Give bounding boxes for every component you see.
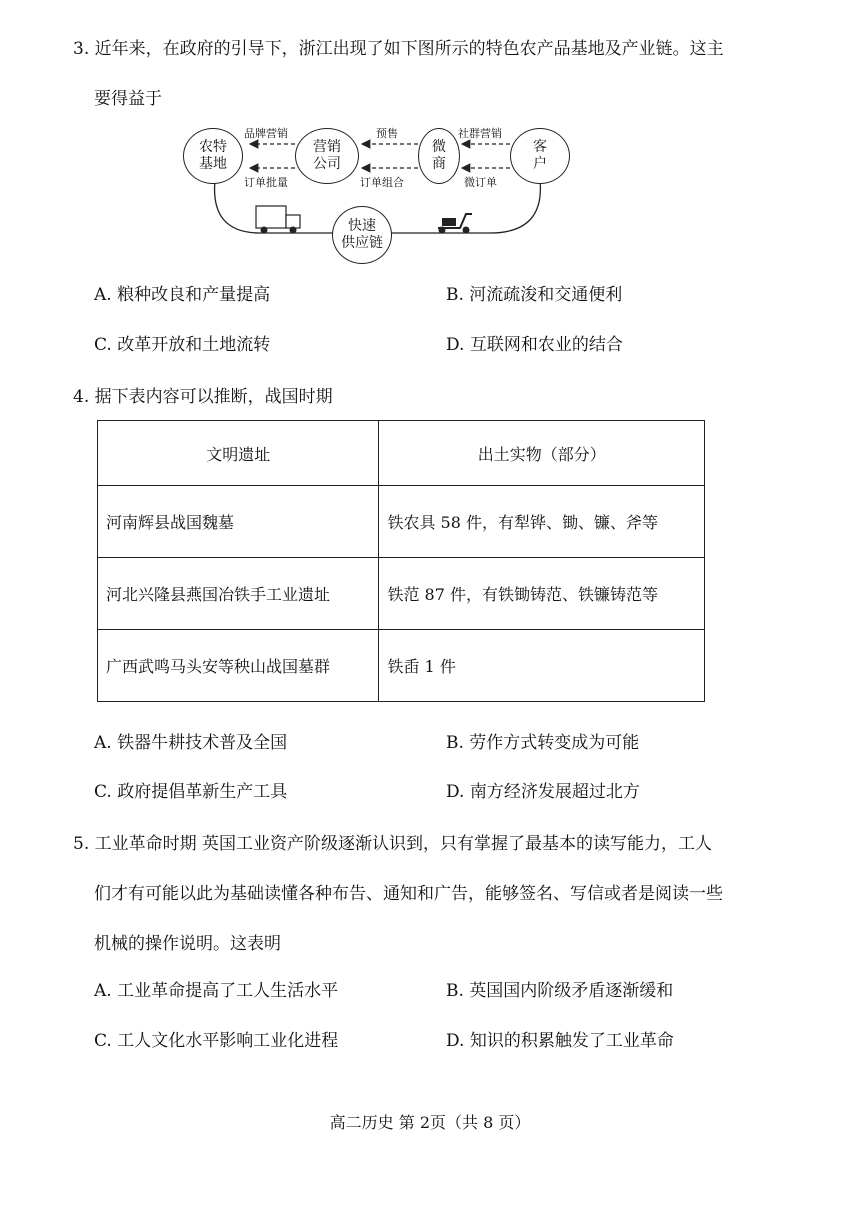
node-wechat-line2: 商 <box>432 156 446 172</box>
node-farm-line2: 基地 <box>199 156 227 172</box>
table-cell: 河北兴隆县燕国冶铁手工业遗址 <box>98 558 379 630</box>
table-header-site: 文明遗址 <box>98 421 379 486</box>
q5-stem-line3: 机械的操作说明。这表明 <box>94 934 281 954</box>
q3-stem-line2: 要得益于 <box>94 89 162 109</box>
node-express-line1: 快速 <box>348 218 376 234</box>
truck-icon <box>256 206 300 234</box>
scooter-icon <box>438 214 472 234</box>
label-brand-marketing: 品牌营销 <box>244 127 288 140</box>
node-customer-line2: 户 <box>533 156 547 172</box>
q5-option-b: B. 英国国内阶级矛盾逐渐缓和 <box>446 981 674 1001</box>
node-farm-base <box>183 128 243 184</box>
q5-option-a: A. 工业革命提高了工人生活水平 <box>94 981 339 1001</box>
table-cell: 广西武鸣马头安等秧山战国墓群 <box>98 630 379 702</box>
label-order-bulk: 订单批量 <box>244 176 288 189</box>
label-presale: 预售 <box>376 127 398 140</box>
q3-stem-line1: 3. 近年来，在政府的引导下，浙江出现了如下图所示的特色农产品基地及产业链。这主 <box>73 39 724 59</box>
q5-stem-line1: 5. 工业革命时期 英国工业资产阶级逐渐认识到，只有掌握了最基本的读写能力，工人 <box>73 834 713 854</box>
q3-option-d: D. 互联网和农业的结合 <box>446 335 623 355</box>
node-marketing-company <box>295 128 359 184</box>
table-cell: 铁范 87 件，有铁锄铸范、铁镰铸范等 <box>379 558 705 630</box>
q3-option-a: A. 粮种改良和产量提高 <box>94 285 271 305</box>
node-customer <box>510 128 570 184</box>
node-express-supply-chain <box>332 206 392 264</box>
node-marketing-line1: 营销 <box>313 139 341 155</box>
node-express-line2: 供应链 <box>341 235 383 251</box>
node-wechat-line1: 微 <box>432 139 446 155</box>
label-community-marketing: 社群营销 <box>458 127 502 140</box>
q4-option-b: B. 劳作方式转变成为可能 <box>446 733 640 753</box>
q4-option-d: D. 南方经济发展超过北方 <box>446 782 640 802</box>
node-marketing-line2: 公司 <box>313 156 341 172</box>
table-row <box>98 558 705 630</box>
table-header-row <box>98 421 705 486</box>
relic-table <box>97 420 705 702</box>
q3-option-b: B. 河流疏浚和交通便利 <box>446 285 623 305</box>
table-header-artifacts: 出土实物（部分） <box>379 421 705 486</box>
q3-option-c: C. 改革开放和土地流转 <box>94 335 271 355</box>
q5-stem-line2: 们才有可能以此为基础读懂各种布告、通知和广告，能够签名、写信或者是阅读一些 <box>94 884 723 904</box>
q4-option-c: C. 政府提倡革新生产工具 <box>94 782 288 802</box>
table-row <box>98 486 705 558</box>
q4-stem: 4. 据下表内容可以推断，战国时期 <box>73 387 333 407</box>
page-footer: 高二历史 第 2页（共 8 页） <box>329 1113 531 1132</box>
node-wechat-merchant <box>418 128 460 184</box>
label-order-combine: 订单组合 <box>360 176 404 189</box>
q4-option-a: A. 铁器牛耕技术普及全国 <box>94 733 288 753</box>
label-micro-order: 微订单 <box>464 176 497 189</box>
industry-chain-diagram <box>180 118 580 268</box>
node-customer-line1: 客 <box>533 139 547 155</box>
node-farm-line1: 农特 <box>199 139 227 155</box>
table-cell: 铁臿 1 件 <box>379 630 705 702</box>
table-cell: 河南辉县战国魏墓 <box>98 486 379 558</box>
table-cell: 铁农具 58 件，有犁铧、锄、镰、斧等 <box>379 486 705 558</box>
table-row <box>98 630 705 702</box>
q5-option-c: C. 工人文化水平影响工业化进程 <box>94 1031 339 1051</box>
q5-option-d: D. 知识的积累触发了工业革命 <box>446 1031 674 1051</box>
